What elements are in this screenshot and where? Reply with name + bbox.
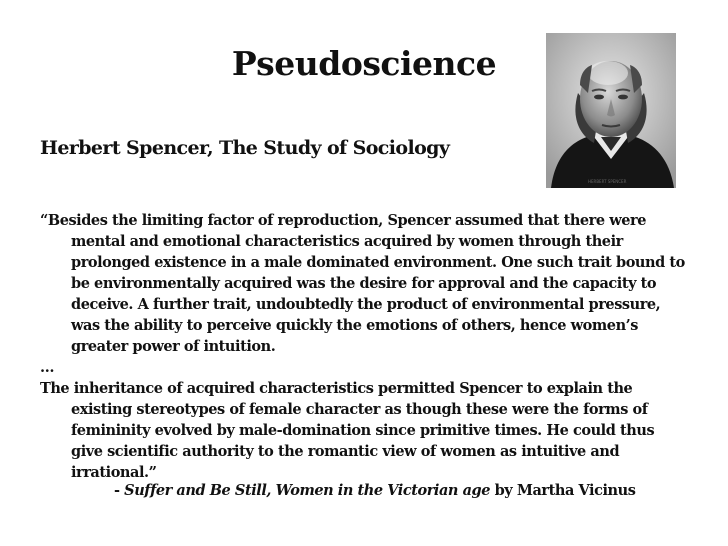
attribution: [114, 482, 635, 499]
portrait-caption: HERBERT SPENCER: [588, 179, 627, 184]
quote-block: [40, 210, 690, 483]
attribution-author: by Martha Vicinus: [490, 482, 636, 499]
quote-ellipsis: …: [40, 359, 55, 376]
slide-title: Pseudoscience: [231, 44, 497, 83]
herbert-spencer-portrait: [546, 33, 676, 188]
attribution-prefix: -: [114, 482, 125, 499]
quote-paragraph-1: “Besides the limiting factor of reproduction, Spencer assumed that there were mental and emotional characteristics acquired by women through their prolonged existence in a male dominated environment. One such trait bound to be environmentally acquired was the desire for approval and the capacity to deceive. A further trait, undoubtedly the product of environmental pressure, was the ability to perceive quickly the emotions of others, hence women’s greater power of intuition.: [40, 212, 685, 355]
slide-subtitle: Herbert Spencer, The Study of Sociology: [40, 137, 450, 159]
attribution-book-title: Suffer and Be Still, Women in the Victorian age: [124, 482, 491, 499]
quote-paragraph-2: The inheritance of acquired characteristics permitted Spencer to explain the existing stereotypes of female character as though these were the forms of femininity evolved by male-domination since primitive times. He could thus give scientific authority to the romantic view of women as intuitive and irrational.”: [40, 380, 655, 481]
